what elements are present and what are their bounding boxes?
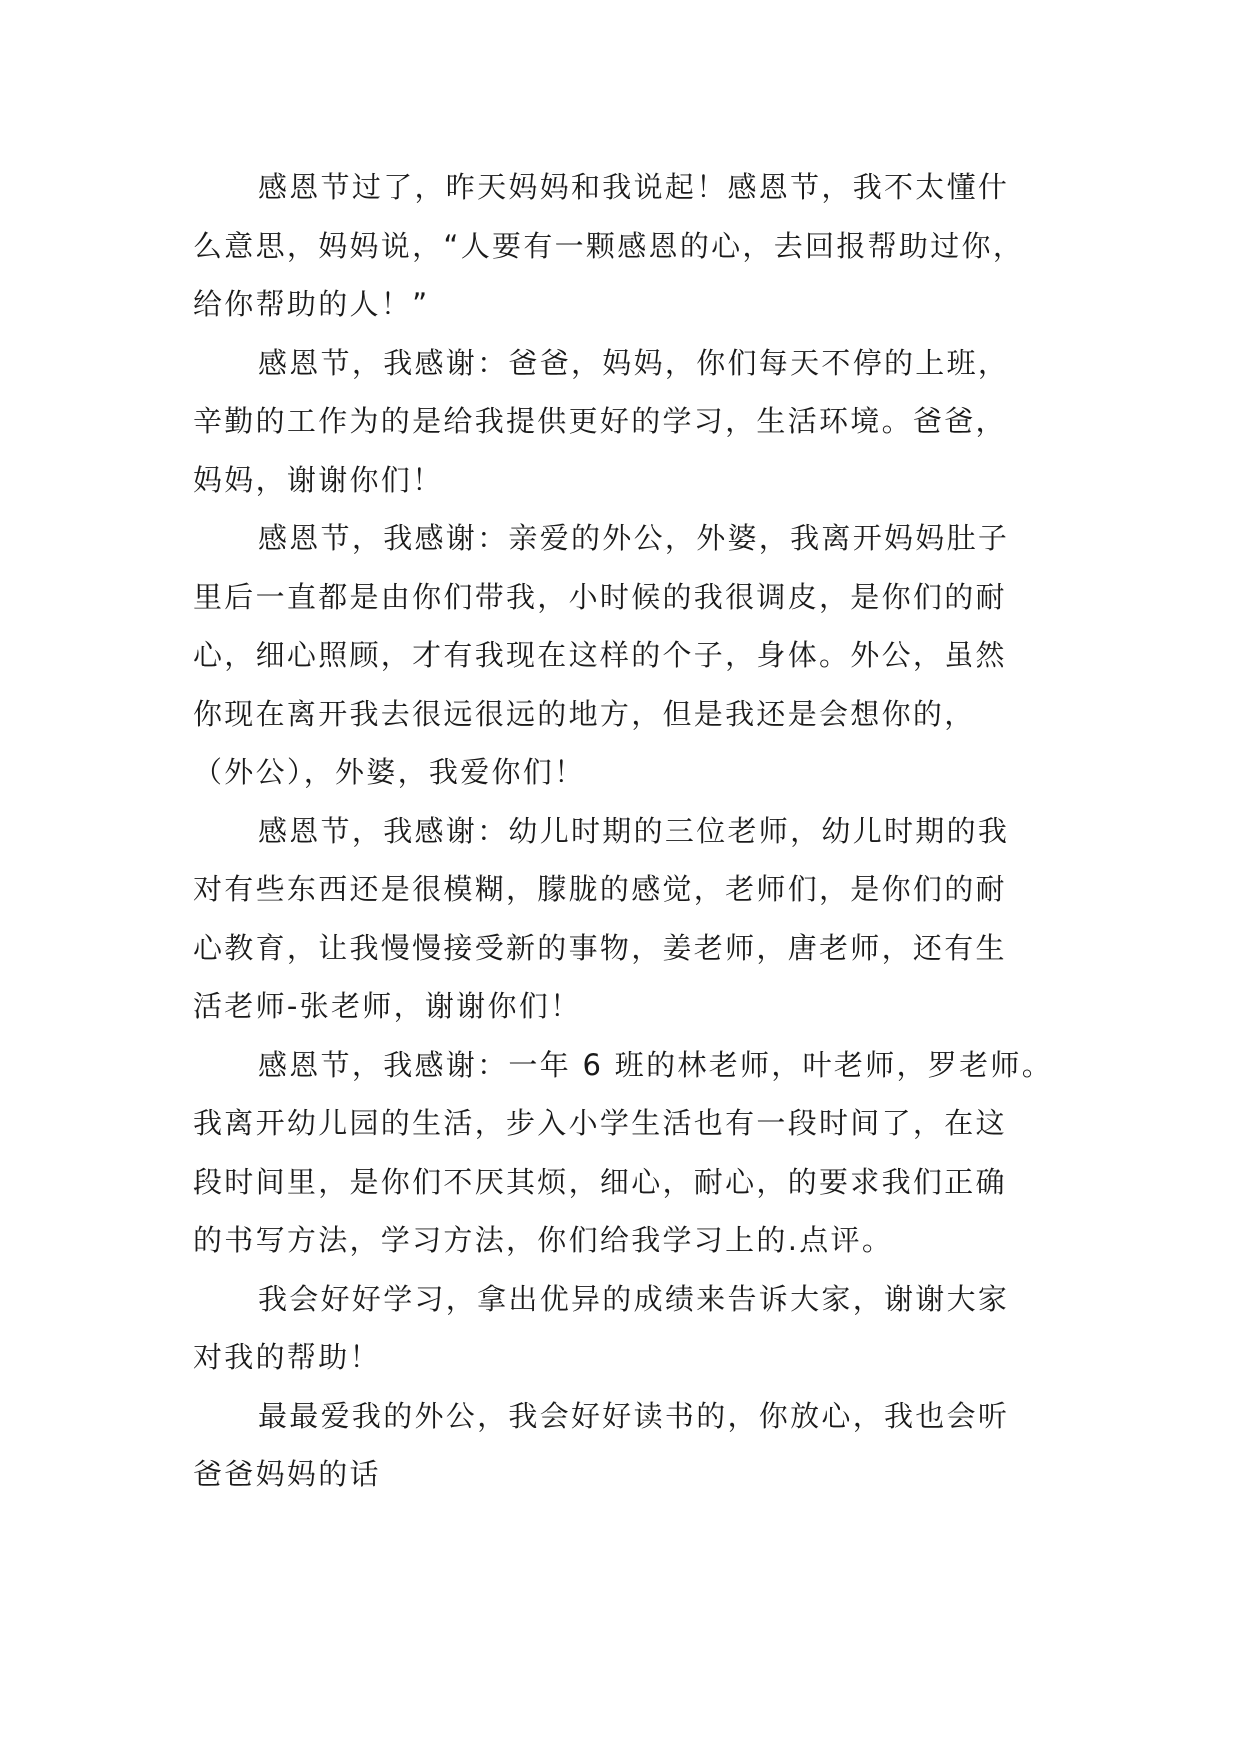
paragraph-line: 感恩节过了，昨天妈妈和我说起！感恩节，我不太懂什 <box>258 170 1010 204</box>
paragraph-line: 心教育，让我慢慢接受新的事物，姜老师，唐老师，还有生 <box>193 930 1007 965</box>
paragraph-line: 妈妈，谢谢你们！ <box>193 462 444 497</box>
paragraph-line: 最最爱我的外公，我会好好读书的，你放心，我也会听 <box>258 1398 1010 1433</box>
paragraph-1 <box>193 158 1063 334</box>
paragraph-line: 里后一直都是由你们带我，小时候的我很调皮，是你们的耐 <box>193 579 1007 614</box>
paragraph-line: 辛勤的工作为的是给我提供更好的学习，生活环境。爸爸， <box>193 404 1007 438</box>
paragraph-line: 么意思，妈妈说，“人要有一颗感恩的心，去回报帮助过你， <box>193 228 1025 263</box>
paragraph-3 <box>193 509 1063 802</box>
paragraph-line: 心，细心照顾，才有我现在这样的个子，身体。外公，虽然 <box>193 638 1007 672</box>
paragraph-line: 我离开幼儿园的生活，步入小学生活也有一段时间了，在这 <box>193 1106 1007 1140</box>
paragraph-line: 活老师-张老师，谢谢你们！ <box>193 989 582 1023</box>
paragraph-line: 感恩节，我感谢：幼儿时期的三位老师，幼儿时期的我 <box>258 813 1010 848</box>
paragraph-line: 段时间里，是你们不厌其烦，细心，耐心，的要求我们正确 <box>193 1164 1007 1199</box>
paragraph-line: 给你帮助的人！” <box>193 287 430 321</box>
paragraph-line: 你现在离开我去很远很远的地方，但是我还是会想你的， <box>193 696 976 731</box>
paragraph-line: 感恩节，我感谢：一年 6 班的林老师，叶老师，罗老师。 <box>258 1047 1053 1082</box>
paragraph-line: 我会好好学习，拿出优异的成绩来告诉大家，谢谢大家 <box>258 1281 1010 1316</box>
paragraph-line: 的书写方法，学习方法，你们给我学习上的.点评。 <box>193 1223 894 1257</box>
paragraph-6 <box>193 1270 1063 1387</box>
paragraph-line: 对有些东西还是很模糊，朦胧的感觉，老师们，是你们的耐 <box>193 872 1007 906</box>
paragraph-4 <box>193 802 1063 1036</box>
document-body <box>193 158 1063 1504</box>
paragraph-line: 感恩节，我感谢：亲爱的外公，外婆，我离开妈妈肚子 <box>258 521 1010 555</box>
paragraph-7 <box>193 1387 1063 1504</box>
paragraph-line: 爸爸妈妈的话 <box>193 1457 381 1491</box>
paragraph-line: 对我的帮助！ <box>193 1340 381 1374</box>
paragraph-line: （外公），外婆，我爱你们！ <box>193 755 586 789</box>
paragraph-line: 感恩节，我感谢：爸爸，妈妈，你们每天不停的上班， <box>258 345 1010 380</box>
paragraph-5 <box>193 1036 1063 1270</box>
paragraph-2 <box>193 334 1063 510</box>
